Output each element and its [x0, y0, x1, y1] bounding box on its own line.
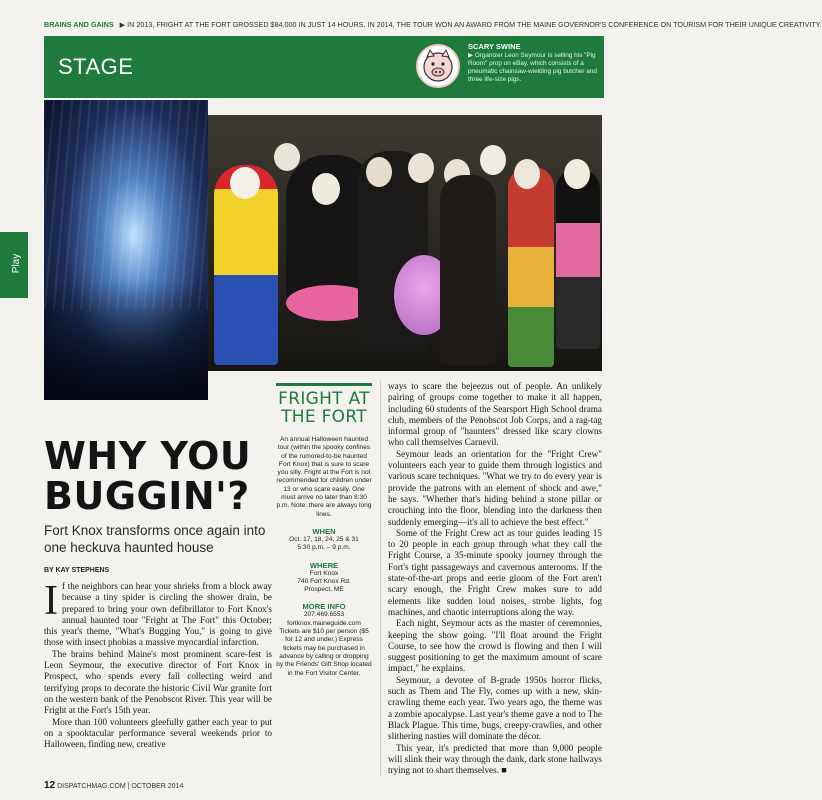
info-website[interactable]: fortknox.maineguide.com	[287, 619, 361, 627]
headline-line: BUGGIN'?	[44, 474, 250, 518]
clown-figure	[440, 175, 496, 365]
where-line: Prospect, ME	[304, 586, 344, 594]
when-heading: WHEN	[312, 526, 336, 536]
sidebar-title-line: FRIGHT AT	[278, 389, 370, 409]
paragraph: Some of the Fright Crew act as tour guides leading 15 to 20 people in each group through what they call the Fright Course, a 35-minute spooky journey through the Fort's tight passageways and cavernous anterooms. If the state-of-the-art props and eerie gloom of the Fort aren't scary enough, the Fright Crew makes sure to add elements like sudden loud noises, strobe lights, fog machines, and chaotic interruptions along the way.	[388, 527, 602, 617]
when-dates: Oct. 17, 18, 24, 25 & 31	[289, 535, 359, 543]
paragraph: The brains behind Maine's most prominent scare-fest is Leon Seymour, the executive director of Fort Knox in Prospect, who spends every fall collecting weird and terrifying props to decorate the historic Civil War granite fort on the western bank of the Penobscot River. This year will be Fright at the Fort's 15th year.	[44, 648, 272, 716]
sidebar-title-line: THE FORT	[281, 407, 367, 427]
pig-icon	[416, 44, 460, 88]
paragraph: This year, it's predicted that more than 9,000 people will slink their way through the dank, dark stone hallways trying not to shart themselves. ■	[388, 742, 602, 776]
clown-face	[514, 159, 540, 189]
clown-figure	[556, 169, 600, 349]
clown-face	[480, 145, 506, 175]
paragraph: More than 100 volunteers gleefully gather each year to put on a spooktacular performance several weekends prior to Halloween, finding new, creative	[44, 716, 272, 750]
paragraph: f the neighbors can hear your shrieks from a block away because a tiny spider is circling the shower drain, be prepared to bring your own defibrillator to Fort Knox's annual haunted tour "Fright at The Fort" this October; this year's theme, "What's Bugging You," is going to give those with insect phobias a massive myocardial infarction.	[44, 581, 272, 648]
article-column-1	[44, 578, 272, 750]
tunnel-photo	[44, 100, 208, 400]
paragraph: Seymour, a devotee of B-grade 1950s horror flicks, such as Them and The Fly, comes up with a new, skin-crawling theme each year. Two years ago, the theme was a zombie apocalypse. Last year's theme gave a nod to The Black Plague. This time, bugs, creepy-crawlies, and other slithering nasties will dominate the décor.	[388, 674, 602, 742]
sidebar-title	[276, 390, 372, 426]
sidebar-intro: An annual Halloween haunted tour (within the spooky confines of the rumored-to-be haunted Fort Knox) that is sure to scare you silly. Fright at the Fort is not recommended for children under 13 or who scare easily. One must arrive no later than 8:30 p.m. Note: there are always long lines.	[276, 436, 372, 518]
clown-face	[230, 167, 260, 199]
top-factoid	[44, 20, 822, 29]
info-heading: MORE INFO	[302, 602, 346, 612]
byline: BY KAY STEPHENS	[44, 567, 110, 574]
when-times: 5:30 p.m. – 9 p.m.	[297, 544, 351, 552]
headline	[44, 436, 251, 516]
sidebar-rule	[276, 383, 372, 386]
section-banner	[44, 36, 604, 98]
factoid-tag: BRAINS AND GAINS	[44, 20, 114, 29]
article-column-2	[388, 381, 602, 776]
paragraph: Each night, Seymour acts as the master of ceremonies, keeping the show going. "I'll float around the Fright Course, to see how the crowd is flowing and then I will suggest positioning to get the maximum amount of scare impact," he explains.	[388, 618, 602, 674]
subtitle: Fort Knox transforms once again into one heckuva haunted house	[44, 523, 266, 555]
info-phone: 207.469.6553	[303, 611, 345, 619]
page-number: 12	[44, 780, 56, 791]
where-line: Fort Knox	[309, 569, 339, 577]
side-tab-play	[0, 232, 28, 298]
paragraph: Seymour leads an orientation for the "Fright Crew" volunteers each year to guide them through logistics and various scare techniques. "What we try to do every year is provide the patrons with an element of shock and awe," he says. "Whether that's hiding behind a stone pillar or crouching into the floor, blending into the darkness then suddenly emerging—it's all to achieve the best effect."	[388, 448, 602, 527]
clown-face	[408, 153, 434, 183]
section-title: STAGE	[58, 54, 134, 79]
clown-face	[564, 159, 590, 189]
swine-text: ▶ Organizer Leon Seymour is selling his "Pig Room" prop on eBay, which consists of a pneumatic chainsaw-wielding pig butcher and three life-size pigs.	[468, 52, 597, 83]
clown-face	[274, 143, 300, 171]
info-tickets: Tickets are $10 per person ($5 for 12 and under.) Express tickets may be purchased in advance by calling or dropping by the Friends' Gift Shop located in the Fort Visitor Center.	[276, 628, 372, 677]
factoid-text: ▶ IN 2013, FRIGHT AT THE FORT GROSSED $84,000 IN JUST 14 HOURS. IN 2014, THE TOUR WON AN AWARD FROM THE MAINE GOVERNOR'S CONFERENCE ON TOURISM FOR THEIR UNIQUE CREATIVITY.	[119, 20, 822, 29]
event-sidebar	[276, 383, 372, 678]
paragraph: ways to scare the bejeezus out of people. An unlikely pairing of groups come together to make it all happen, including 60 students of the Searsport High School drama club, members of the Penobscot Job Corps, and a rag-tag informal group of "haunters" dressed like scary clowns who call themselves Carnevil.	[388, 381, 602, 448]
clowns-photo	[208, 115, 602, 371]
column-divider	[380, 381, 381, 776]
footer-text: DISPATCHMAG.COM | OCTOBER 2014	[57, 783, 184, 790]
where-heading: WHERE	[309, 560, 339, 570]
clown-face	[312, 173, 340, 205]
drop-cap: I	[44, 578, 58, 624]
where-line: 740 Fort Knox Rd.	[297, 577, 351, 585]
clown-face	[366, 157, 392, 187]
side-tab-label: Play	[11, 253, 23, 274]
headline-line: WHY YOU	[44, 434, 252, 478]
clown-figure	[508, 167, 554, 367]
page-footer	[44, 780, 183, 791]
swine-heading: SCARY SWINE	[468, 42, 521, 51]
